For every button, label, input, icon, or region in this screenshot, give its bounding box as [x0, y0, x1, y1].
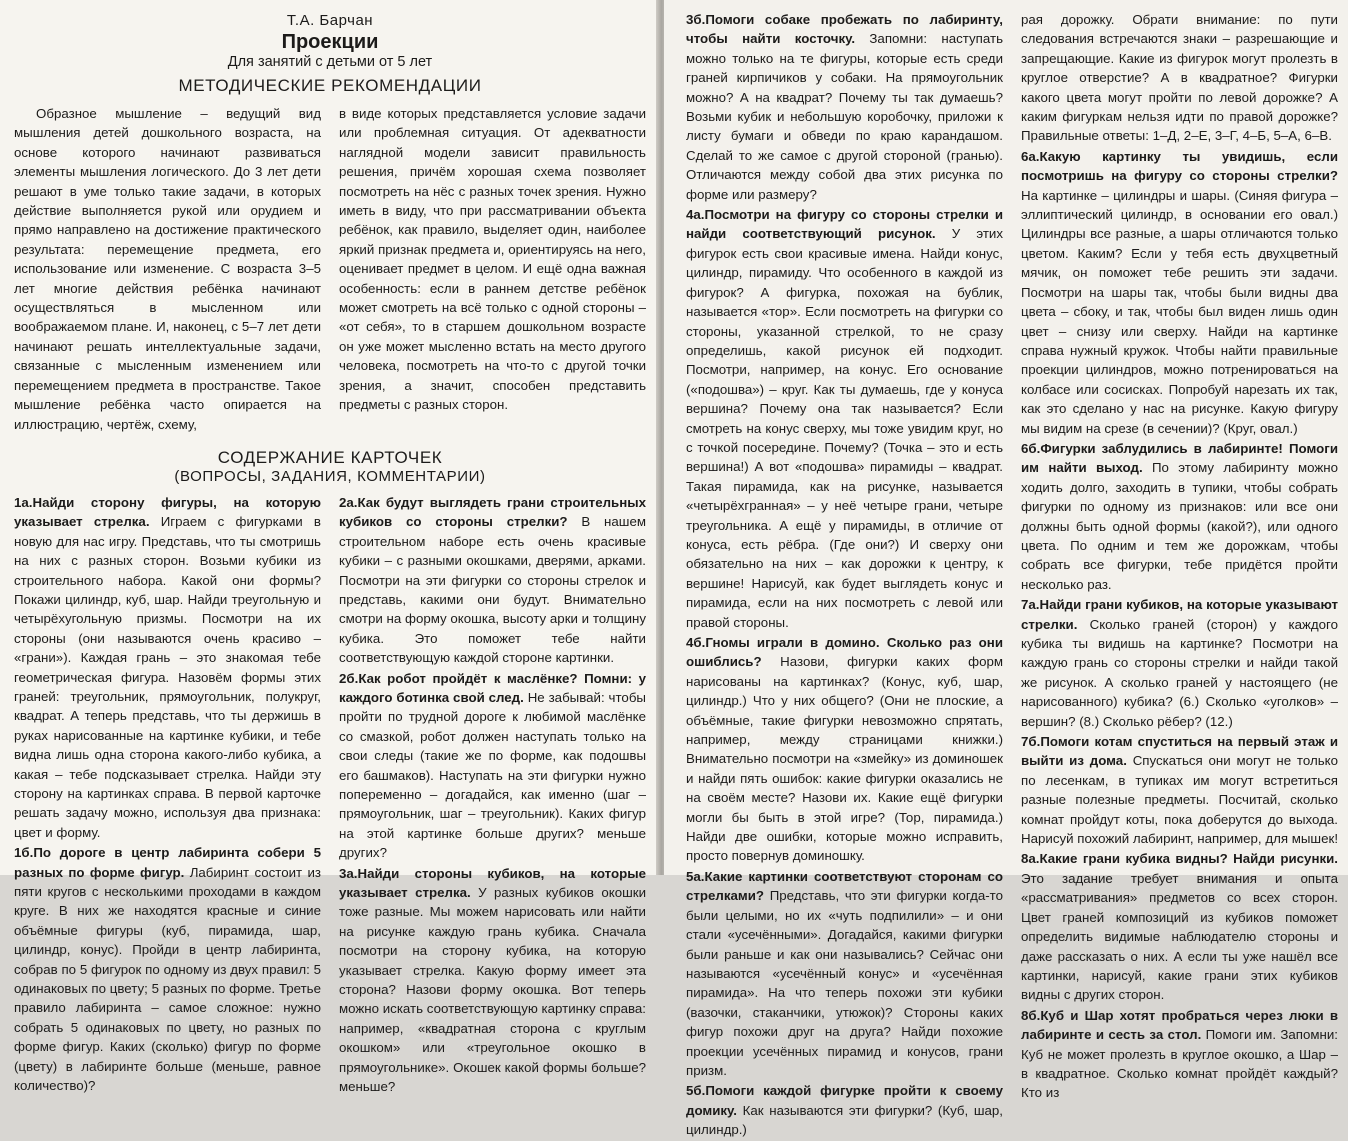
section-heading-cards: СОДЕРЖАНИЕ КАРТОЧЕК — [217, 447, 443, 467]
intro-column-1 — [14, 104, 321, 434]
card-number: 8а. — [1021, 851, 1040, 867]
intro-paragraph-1: Образное мышление – ведущий вид мышления детей дошкольного возраста, на основе которого начинают развиваться элементы мышления логического. До 3 лет дети решают в уме только такие задачи, в которых действие выполняется рукой или орудием и прямо направлено на достижение практического результата: перемещение предмета, его использование или изменение. С возраста 3–5 лет многие действия ребёнка начинают осуществляться в мысленном или воображаемом плане. И, наконец, с 5–7 лет дети начинают решать интеллектуальные задачи, связанные с мысленным изменением или перемещением предмета в пространстве. Такое мышление ребёнка часто опирается на иллюстрацию, чертёж, схему, — [14, 106, 321, 432]
left-cards-column-1 — [14, 493, 321, 1098]
card-1a — [14, 493, 321, 842]
card-number: 1б. — [14, 845, 34, 861]
card-8a — [1021, 849, 1338, 1004]
section-heading-methods: МЕТОДИЧЕСКИЕ РЕКОМЕНДАЦИИ — [178, 76, 482, 95]
card-number: 1а. — [14, 494, 33, 510]
card-heading: Как будут выглядеть грани строительных кубиков со стороны стрелки? — [339, 494, 646, 530]
card-text: По этому лабиринту можно ходить долго, заходить в тупики, чтобы собрать фигурки по одному из признаков: или все они должны быть одной формы (какой?), или одного цвета. По одним и тем же дорожкам, чтобы собрать все фигурки, тебе придётся пройти несколько раз. — [1021, 460, 1338, 592]
card-heading: Какие грани кубика видны? Найди рисунки. — [1039, 851, 1338, 867]
card-5a — [686, 867, 1003, 1080]
card-heading: По дороге в центр лабиринта собери 5 разных по форме фигур. — [14, 845, 321, 880]
card-text: Представь, что эти фигурки когда-то были целыми, но их «чуть подпилили» – и они стали «усечёнными». Догадайся, какими фигурки были раньше и как они назывались? Сейчас они называются «усечённый конус» и «усечённая пирамида». На что теперь похожи эти кубики (вазочки, стаканчики, утюжок)? Стороны каких фигур похожи друг на друга? Найди похожие проекции усечённых пирамид и конусов, грани призм. — [686, 888, 1003, 1078]
card-2a — [339, 493, 646, 668]
card-number: 8б. — [1021, 1007, 1041, 1023]
card-3a — [339, 864, 646, 1097]
card-1b — [14, 843, 321, 1095]
cards-columns-left — [14, 493, 646, 1098]
card-text: У этих фигурок есть свои красивые имена. Найди конус, цилиндр, пирамиду. Что особенного в каждой из фигурок? А фигурка, похожая на бублик, называется «тор». Если посмотреть на фигурки со стороны, указанной стрелкой, то не сразу определишь, какой рисунок ей подходит. Посмотри, например, на конус. Его основание («подошва») – круг. Как ты думаешь, где у конуса вершина? Почему она так называется? Если смотреть на конус сверху, мы тоже увидим круг, но с точкой посередине. Почему? (Точка – это и есть вершина!) А вот «подошва» пирамиды – квадрат. Такая пирамида, как на рисунке, называется «четырёхгранная» – у неё четыре грани, четыре треугольника. А ещё у пирамиды, в отличие от конуса, есть рёбра. (Где они?) И сверху они обязательно на них – как дорожки к центру, к вершине! Нарисуй, как будет выглядеть конус и пирамида, если на них посмотреть с левой или правой стороны. — [686, 226, 1004, 630]
card-8b — [1021, 1006, 1338, 1103]
card-number: 3б. — [686, 12, 706, 27]
card-heading: Найди стороны кубиков, на которые указывает стрелка. — [339, 865, 646, 901]
card-heading: Какие картинки соответствуют сторонам со стрелками? — [686, 868, 1003, 904]
card-heading: Посмотри на фигуру со стороны стрелки и найди соответствующий рисунок. — [686, 207, 1003, 242]
card-number: 5б. — [686, 1083, 706, 1099]
card-heading: Помоги каждой фигурке пройти к своему домику. — [686, 1083, 1003, 1118]
card-text: Играем с фигурками в новую для нас игру. Представь, что ты смотришь на них с разных сторон. Возьми кубики из строительного набора. Какой они формы? Покажи цилиндр, куб, шар. Найди треугольную и четырёхугольную призмы. Посмотри на их стороны (они называются очень красиво – «грани»). Каждая грань – это знакомая тебе геометрическая фигура. Назовём формы этих граней: треугольник, прямоугольник, полукруг, квадрат. А теперь представь, что ты держишь в руках нарисованные на картинке кубики, и тебе видна лишь одна сторона какого-либо кубика, а какая – тебе подсказывает стрелка. Найди эту сторону на картинках справа. В первой карточке решать задачу можно, используя два признака: цвет и форму. — [14, 514, 321, 840]
card-number: 2б. — [339, 670, 359, 686]
right-cards-column-2 — [1021, 10, 1338, 1141]
card-text: Спускаться они могут не только по лесенкам, в тупиках им могут встретиться разные полезные предметы. Посчитай, сколько комнат пройдут коты, пока доберутся до выхода. Нарисуй похожий лабиринт, например, для мышек! — [1021, 753, 1339, 847]
card-heading: Как робот пройдёт к маслёнке? Помни: у каждого ботинка свой след. — [339, 670, 646, 705]
card-6a — [1021, 147, 1338, 438]
author-name: Т.А. Барчан — [286, 12, 374, 29]
card-text: В нашем строительном наборе есть очень красивые кубики – с разными окошками, дверями, арками. Посмотри на эти фигурки со стороны стрелок и представь, какими они будут. Внимательно смотри на форму окошка, высоту арки и толщину кубика. Это поможет тебе найти соответствующую каждой стороне картинки. — [339, 514, 646, 666]
right-cards-column-1 — [686, 10, 1003, 1141]
card-text: Лабиринт состоит из пяти кругов с несколькими проходами в каждом круге. В них же находятся красные и синие объёмные фигуры (куб, пирамида, шар, цилиндр, конус). Пройди в центр лабиринта, собрав по 5 фигурок по одному из двух правил: 5 одинаковых по цвету; 5 разных по форме. Третье правило лабиринта – самое сложное: нужно собрать 5 одинаковых по цвету, но разных по форме фигур. Каких (сколько) фигур по форме (цвету) в лабиринте больше (меньше, равное количество)? — [14, 864, 321, 1094]
card-text: На картинке – цилиндры и шары. (Синяя фигура – эллиптический цилиндр, в основании его овал.) Цилиндры все разные, а шары отличаются только цветом. Каким? Если у тебя есть двухцветный мячик, он поможет тебе решить эти задачи. Посмотри на шары так, чтобы были видны два цвета – сбоку, и так, чтобы был виден лишь один цвет – снизу или сверху. Найди на картинке справа нужный кружок. Чтобы найти правильные проекции цилиндров, можно потренироваться на колбасе или сосисках. Попробуй нарезать их так, как это сделано у нас на рисунке. Какую фигуру мы видим на срезе (в сечении)? (Круг, овал.) — [1021, 187, 1338, 436]
card-5b-continued — [1021, 10, 1338, 146]
card-5b — [686, 1081, 1003, 1139]
right-page — [664, 0, 1348, 1138]
intro-column-2 — [339, 104, 646, 434]
card-number: 6а. — [1021, 148, 1040, 164]
left-cards-column-2 — [339, 493, 646, 1098]
card-heading: Помоги котам спуститься на первый этаж и выйти из дома. — [1021, 734, 1338, 769]
card-heading: Гномы играли в домино. Сколько раз они ошиблись? — [686, 635, 1003, 670]
left-page — [0, 0, 660, 1095]
card-number: 4а. — [686, 207, 705, 223]
card-heading: Помоги собаке пробежать по лабиринту, чтобы найти косточку. — [686, 12, 1003, 47]
card-7a — [1021, 595, 1338, 731]
card-heading: Найди сторону фигуры, на которую указывает стрелка. — [14, 494, 321, 530]
card-heading: Какую картинку ты увидишь, если посмотришь на фигуру со стороны стрелки? — [1021, 148, 1338, 184]
card-text: У разных кубиков окошки тоже разные. Мы можем нарисовать или найти на рисунке каждую грань кубика. Сначала посмотри на сторону кубика, на которую указывает стрелка. Какую форму имеет эта сторона? Назови форму окошка. Вот теперь можно искать соответствующую картинку справа: например, «квадратная сторона с круглым окошком» или «треугольное окошко в прямоугольнике». Окошек какой формы больше? меньше? — [339, 885, 646, 1095]
card-number: 3а. — [339, 865, 358, 881]
card-6b — [1021, 439, 1338, 594]
card-text: Назови, фигурки каких форм нарисованы на картинках? (Конус, куб, шар, цилиндр.) Что у них общего? (Они не плоские, а объёмные, такие фигурки невозможно спрятать, например, между страницами книжки.) Внимательно посмотри на «змейку» из доминошек и найди пять ошибок: какие фигурки оказались не на своём месте? Назови их. Какие ещё фигурки могли бы быть в этой игре? (Тор, пирамида.) Найди две ошибки, которые можно исправить, просто повернув доминошку. — [686, 654, 1003, 864]
card-heading: Куб и Шар хотят пробраться через люки в лабиринте и сесть за стол. — [1021, 1007, 1338, 1043]
card-3b — [686, 10, 1003, 204]
intro-paragraph-2: в виде которых представляется условие задачи или проблемная ситуация. От адекватности наглядной модели зависит правильность решения, причём хорошая схема позволяет посмотреть на нёс с разных точек зрения. Нужно иметь в виду, что при рассматривании объекта ребёнок, как правило, выделяет один, наиболее яркий признак предмета и, ориентируясь на него, оценивает предмет в целом. И ещё одна важная особенность: если в раннем детстве ребёнок может смотреть на всё только с одной стороны – «от себя», то в старшем дошкольном возрасте он уже может мысленно встать на место другого человека, посмотреть на что-то с другой точки зрения, а значит, способен представить предметы с разных сторон. — [339, 106, 646, 413]
card-text: Сколько граней (сторон) у каждого кубика ты видишь на картинке? Посмотри на каждую грань со стороны стрелки и найди такой же рисунок. А сколько граней у настоящего (не нарисованного) кубика? (6.) Сколько «уголков» – вершин? (8.) Сколько рёбер? (12.) — [1021, 616, 1338, 729]
card-heading: Фигурки заблудились в лабиринте! Помоги им найти выход. — [1021, 440, 1338, 476]
card-4b — [686, 633, 1003, 866]
card-text: Запомни: наступать можно только на те фигуры, которые есть среди граней кирпичиков у собаки. На прямоугольник можно? А на квадрат? Почему ты так думаешь? Возьми кубик и небольшую коробочку, приложи к листу бумаги и обведи по краю карандашом. Сделай то же самое с другой стороной (гранью). Отличаются между собой два этих рисунка по форме или размеру? — [686, 31, 1003, 202]
card-number: 7б. — [1021, 734, 1041, 750]
page-subtitle: Для занятий с детьми от 5 лет — [227, 54, 433, 70]
card-7b — [1021, 732, 1338, 848]
card-number: 7а. — [1021, 597, 1040, 613]
cards-columns-right — [686, 10, 1338, 1141]
card-text: Не забывай: чтобы пройти по трудной дороге к любимой маслёнке со смазкой, робот должен наступать только на свои следы (такие же по форме, как подошвы его башмаков). Наступать на эти фигурки нужно попеременно – догадайся, как именно (шаг – прямоугольник, шаг – треугольник). Каких фигур на этой картинке больше других? меньше других? — [339, 689, 646, 861]
card-2b — [339, 669, 646, 863]
card-number: 4б. — [686, 635, 706, 650]
card-text: Помоги им. Запомни: Куб не может пролезть в круглое окошко, а Шар – в квадратное. Сколько комнат пройдёт каждый? Кто из — [1021, 1027, 1338, 1101]
card-4a — [686, 205, 1003, 632]
card-heading: Найди грани кубиков, на которые указывают стрелки. — [1021, 597, 1338, 632]
card-number: 6б. — [1021, 440, 1041, 456]
card-continuation-text: рая дорожку. Обрати внимание: по пути следования встречаются знаки – разрешающие и запрещающие. Какие из фигурок могут пролезть в круглое отверстие? А в квадратное? Фигурки какого цвета могут пройти по левой дорожке? А каким фигуркам нельзя идти по правой дорожке? Правильные ответы: 1–Д, 2–Е, 3–Г, 4–Б, 5–А, 6–В. — [1021, 12, 1338, 144]
section-subheading-cards: (ВОПРОСЫ, ЗАДАНИЯ, КОММЕНТАРИИ) — [174, 467, 486, 485]
intro-columns — [14, 104, 646, 434]
card-text: Это задание требует внимания и опыта «рассматривания» предметов со всех сторон. Цвет граней композиций из кубиков поможет определить видимые наблюдателю стороны и даже рассказать о них. А если ты уже нашёл все картинки, нарисуй, какие грани этих кубиков видны с других сторон. — [1021, 870, 1338, 1003]
page-header — [14, 12, 646, 96]
card-number: 5а. — [686, 868, 705, 884]
card-text: Как называются эти фигурки? (Куб, шар, цилиндр.) — [686, 1102, 1003, 1138]
cards-section-header — [14, 448, 646, 485]
card-number: 2а. — [339, 494, 358, 510]
page-title: Проекции — [281, 31, 379, 53]
